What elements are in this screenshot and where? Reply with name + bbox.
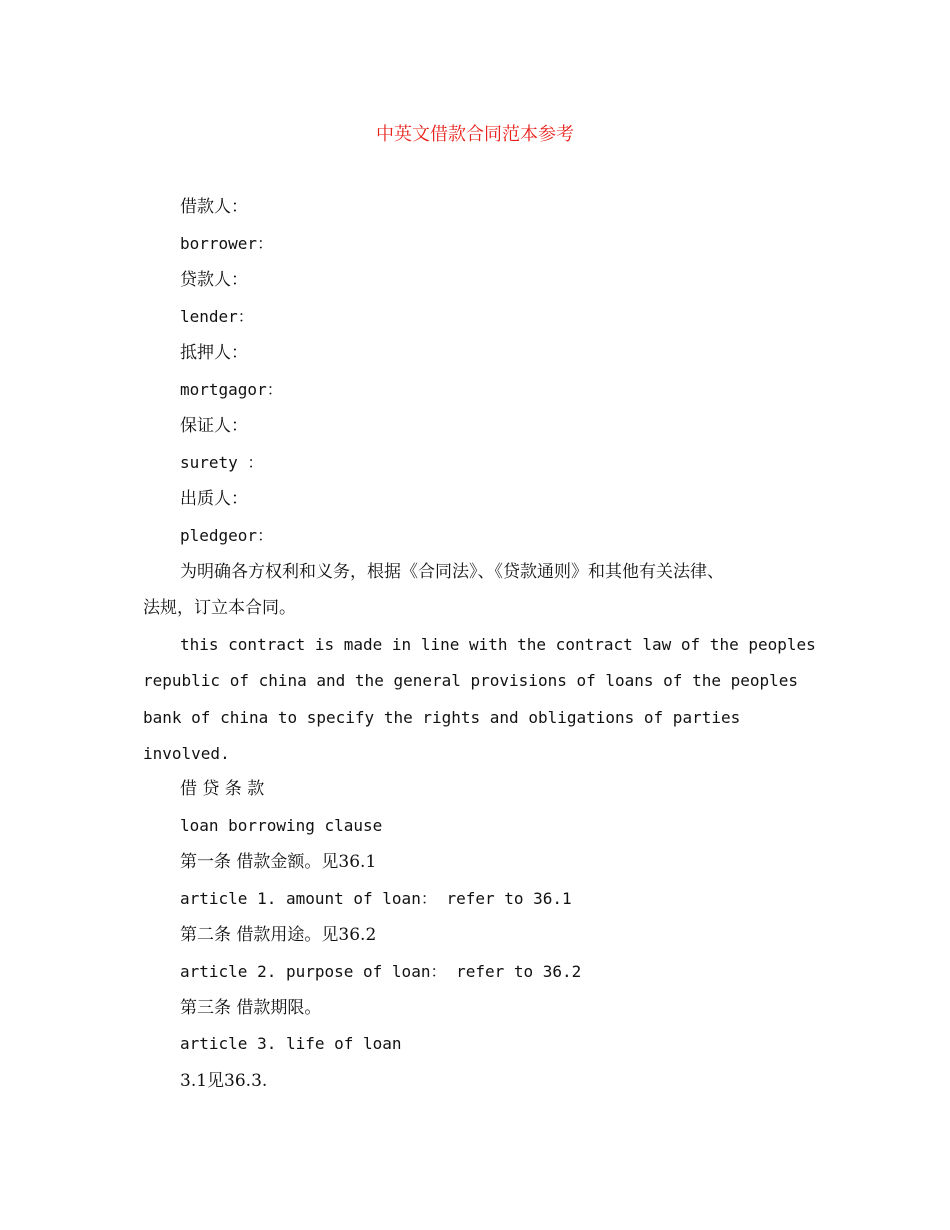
article-2-cn: 第二条 借款用途。见36.2 xyxy=(180,925,377,945)
lender-label-cn: 贷款人： xyxy=(180,270,248,290)
borrower-label-en: borrower： xyxy=(180,234,274,253)
preamble-cn-line-1: 为明确各方权利和义务，根据《合同法》、《贷款通则》和其他有关法律、 xyxy=(180,562,724,582)
mortgagor-label-cn: 抵押人： xyxy=(180,343,248,363)
surety-label-cn: 保证人： xyxy=(180,416,248,436)
article-3-cn: 第三条 借款期限。 xyxy=(180,998,322,1018)
lender-label-en: lender： xyxy=(180,307,254,326)
borrower-label-cn: 借款人： xyxy=(180,197,248,217)
article-2-en: article 2. purpose of loan： refer to 36.2 xyxy=(180,962,582,981)
section-heading-cn: 借 贷 条 款 xyxy=(180,779,265,799)
preamble-en-line-2: republic of china and the general provisions of loans of the peoples xyxy=(143,671,799,690)
preamble-cn-line-2: 法规，订立本合同。 xyxy=(143,598,296,618)
section-heading-en: loan borrowing clause xyxy=(180,816,383,835)
pledgeor-label-en: pledgeor： xyxy=(180,526,274,545)
pledgeor-label-cn: 出质人： xyxy=(180,489,248,509)
article-1-en: article 1. amount of loan： refer to 36.1 xyxy=(180,889,572,908)
preamble-en-line-3: bank of china to specify the rights and obligations of parties xyxy=(143,708,741,727)
article-1-cn: 第一条 借款金额。见36.1 xyxy=(180,852,377,872)
article-3-1: 3.1见36.3. xyxy=(180,1071,268,1091)
article-3-en: article 3. life of loan xyxy=(180,1034,402,1053)
preamble-en-line-1: this contract is made in line with the contract law of the peoples xyxy=(180,635,816,654)
document-title: 中英文借款合同范本参考 xyxy=(376,124,574,145)
preamble-en-line-4: involved. xyxy=(143,744,230,763)
surety-label-en: surety ： xyxy=(180,453,264,472)
mortgagor-label-en: mortgagor： xyxy=(180,380,283,399)
